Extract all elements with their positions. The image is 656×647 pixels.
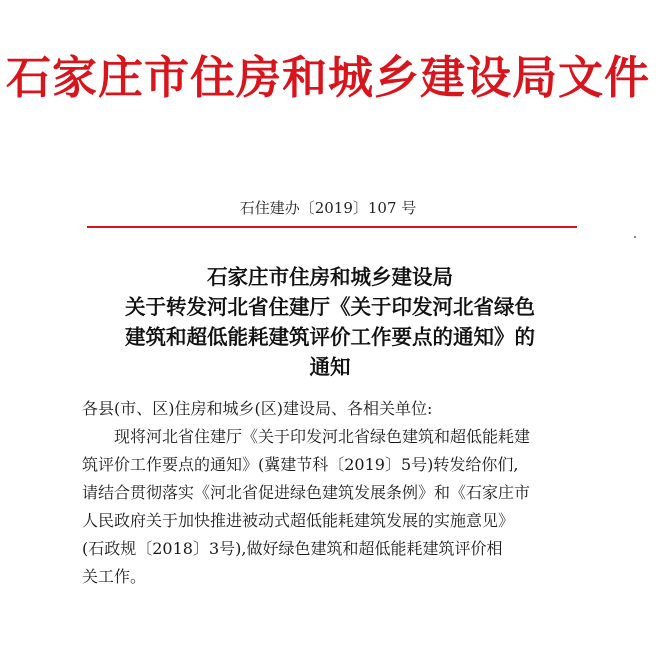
paragraph-line-6: 关工作。 [82,567,147,586]
scan-speck [634,236,636,238]
notice-title [70,262,590,382]
document-body [82,395,602,591]
title-line-4: 通知 [309,355,351,379]
paragraph-line-5: (石政规〔2018〕3号),做好绿色建筑和超低能耗建筑评价相 [82,539,503,558]
paragraph-line-2: 筑评价工作要点的通知》(冀建节科〔2019〕5号)转发给你们, [82,455,519,474]
title-line-2: 关于转发河北省住建厅《关于印发河北省绿色 [125,295,535,319]
title-line-1: 石家庄市住房和城乡建设局 [207,265,453,289]
red-divider-line [87,226,577,228]
paragraph-line-1: 现将河北省住建厅《关于印发河北省绿色建筑和超低能耗建 [114,427,531,446]
title-line-3: 建筑和超低能耗建筑评价工作要点的通知》的 [125,325,535,349]
paragraph-line-3: 请结合贯彻落实《河北省促进绿色建筑发展条例》和《石家庄市 [82,483,531,502]
document-header-title: 石家庄市住房和城乡建设局文件 [5,51,650,104]
paragraph-line-4: 人民政府关于加快推进被动式超低能耗建筑发展的实施意见》 [82,511,515,530]
document-number: 石住建办〔2019〕107 号 [239,199,417,217]
salutation: 各县(市、区)住房和城乡(区)建设局、各相关单位: [82,399,433,418]
